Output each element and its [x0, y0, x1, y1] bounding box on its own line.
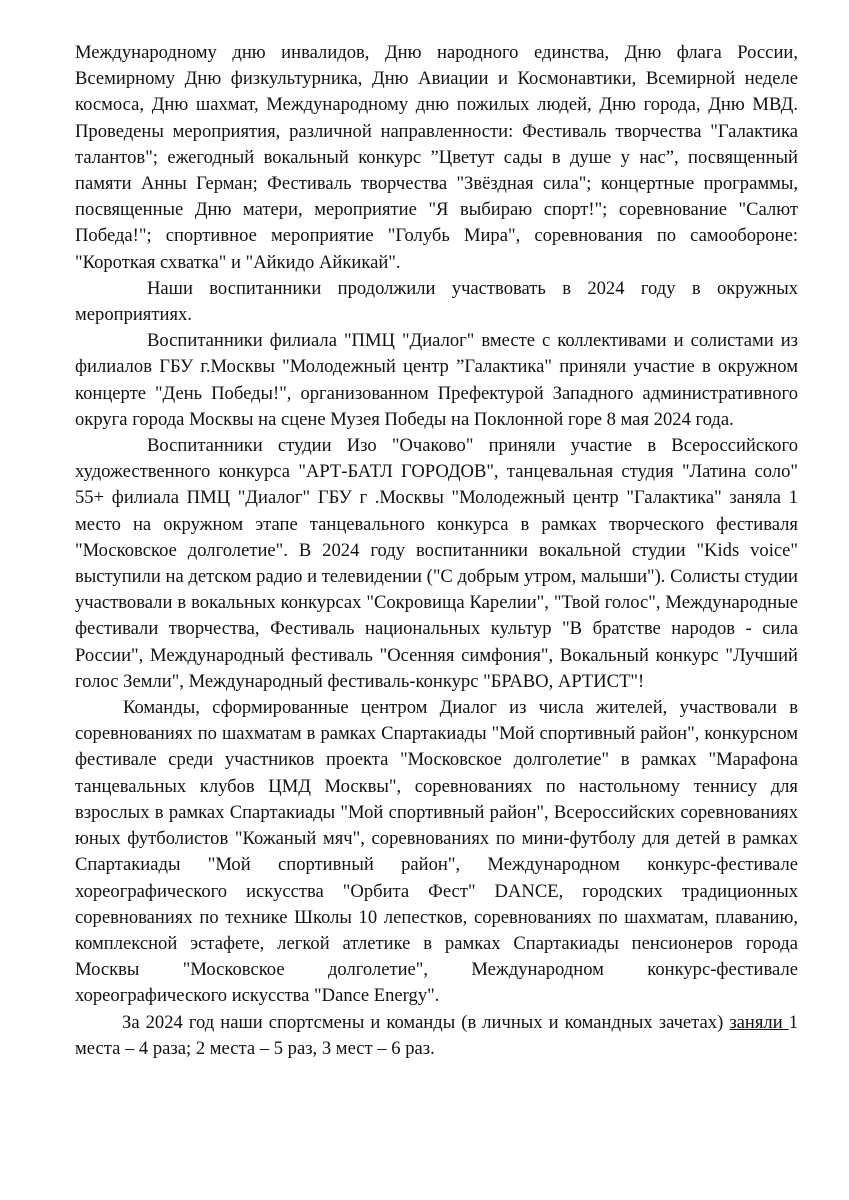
paragraph-studio-achievements: Воспитанники студии Изо "Очаково" приняли участие в Всероссийского художественного конкурса "АРТ-БАТЛ ГОРОДОВ", танцевальная студия "Латина соло" 55+ филиала ПМЦ "Диалог" ГБУ г .Москвы "Молодежный центр "Галактика" заняла 1 место на окружном этапе танцевального конкурса в рамках творческого фестиваля "Московское долголетие". В 2024 году воспитанники вокальной студии "Kids voice" выступили на детском радио и телевидении ("С добрым утром, малыши"). Солисты студии участвовали в вокальных конкурсах "Сокровища Карелии", "Твой голос", Международные фестивали творчества, Фестиваль национальных культур "В братстве народов - сила России", Международный фестиваль "Осенняя симфония", Вокальный конкурс "Лучший голос Земли", Международный фестиваль-конкурс "БРАВО, АРТИСТ"! [75, 435, 798, 692]
paragraph-team-competitions: Команды, сформированные центром Диалог из числа жителей, участвовали в соревнованиях по шахматам в рамках Спартакиады "Мой спортивный район", конкурсном фестивале среди участников проекта "Московское долголетие" в рамках "Марафона танцевальных клубов ЦМД Москвы", соревнованиях по настольному теннису для взрослых в рамках Спартакиады "Мой спортивный район", Всероссийских соревнованиях юных футболистов "Кожаный мяч", соревнованиях по мини-футболу для детей в рамках Спартакиады "Мой спортивный район", Международном конкурс-фестивале хореографического искусства "Орбита Фест" DANCE, городских традиционных соревнованиях по технике Школы 10 лепестков, соревнованиях по шахматам, плаванию, комплексной эстафете, легкой атлетике в рамках Спартакиады пенсионеров города Москвы "Московское долголетие", Международном конкурс-фестивале хореографического искусства "Dance Energy". [75, 697, 798, 1007]
results-underlined-word: заняли [729, 1011, 789, 1033]
paragraph-results-summary [75, 1010, 798, 1062]
document-page [75, 40, 798, 1062]
results-text-start: За 2024 год наши спортсмены и команды (в личных и командных зачетах) [122, 1011, 730, 1033]
paragraph-holidays-events: Международному дню инвалидов, Дню народного единства, Дню флага России, Всемирному Дню физкультурника, Дню Авиации и Космонавтики, Всемирной неделе космоса, Дню шахмат, Международному дню пожилых людей, Дню города, Дню МВД. Проведены мероприятия, различной направленности: Фестиваль творчества "Галактика талантов"; ежегодный вокальный конкурс ”Цветут сады в душе у нас”, посвященный памяти Анны Герман; Фестиваль творчества "Звёздная сила"; концертные программы, посвященные Дню матери, мероприятие "Я выбираю спорт!"; соревнование "Салют Победа!"; спортивное мероприятие "Голубь Мира", соревнования по самообороне: "Короткая схватка" и "Айкидо Айкикай". [75, 42, 798, 273]
paragraph-district-events: Наши воспитанники продолжили участвовать в 2024 году в окружных мероприятиях. [75, 277, 798, 326]
paragraph-victory-concert: Воспитанники филиала "ПМЦ "Диалог" вместе с коллективами и солистами из филиалов ГБУ г.Москвы "Молодежный центр ”Галактика" приняли участие в окружном концерте "День Победы!", организованном Префектурой Западного административного округа города Москвы на сцене Музея Победы на Поклонной горе 8 мая 2024 года. [75, 330, 798, 430]
results-text-end: 1 места – 4 раза; 2 места – 5 раз, 3 мест – 6 раз. [75, 1011, 798, 1059]
